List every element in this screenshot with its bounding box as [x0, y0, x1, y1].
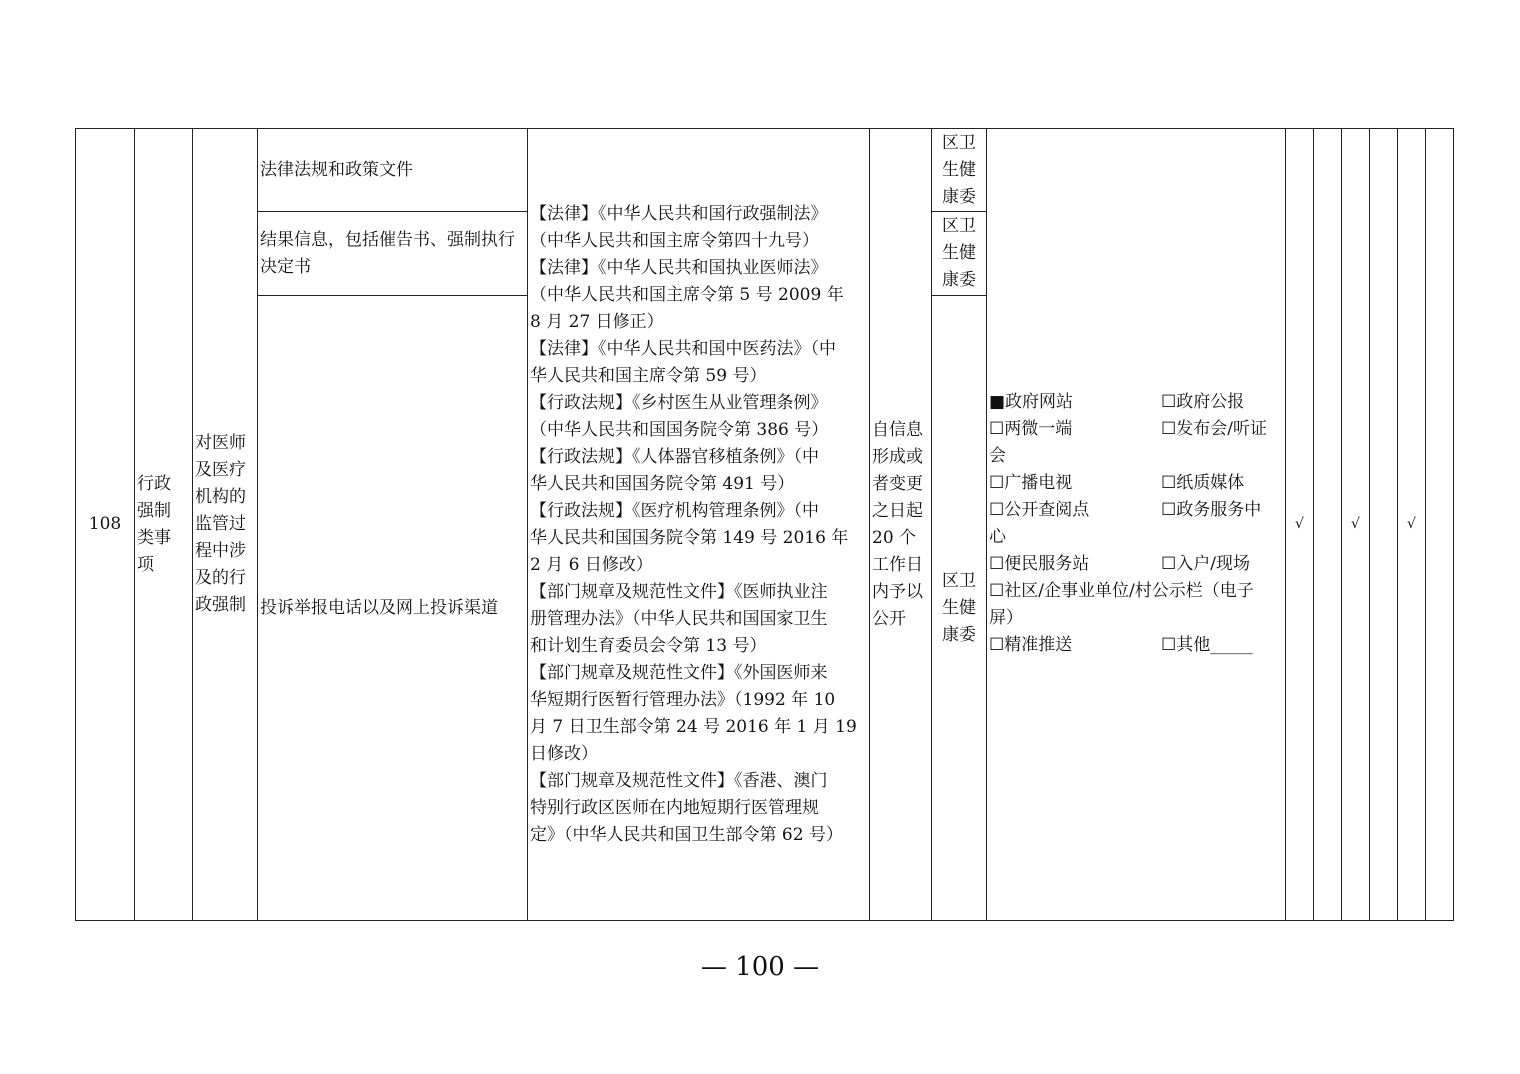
- basis-line: 【行政法规】《乡村医生从业管理条例》: [530, 392, 828, 413]
- legal-basis: [528, 129, 870, 921]
- channel-row: [989, 497, 1285, 524]
- disclosure-category: 投诉举报电话以及网上投诉渠道: [258, 296, 528, 921]
- channel-wechat-weibo: ☐两微一端: [989, 419, 1073, 439]
- channel-row: [989, 416, 1285, 443]
- disclosure-table: [75, 128, 1454, 921]
- channel-empty: [1161, 443, 1285, 470]
- check-cell: √: [1398, 129, 1426, 921]
- channel-row: [989, 389, 1285, 416]
- channel-other: ☐其他_____: [1161, 635, 1253, 655]
- basis-line: 华人民共和国国务院令第 149 号 2016 年: [530, 527, 849, 548]
- channel-service-station: ☐便民服务站: [989, 554, 1090, 574]
- basis-line: 【法律】《中华人民共和国中医药法》（中: [530, 338, 836, 359]
- basis-line: 2 月 6 日修改）: [530, 554, 653, 575]
- basis-line: （中华人民共和国国务院令第 386 号）: [530, 419, 829, 440]
- disclosure-category: 法律法规和政策文件: [258, 129, 528, 212]
- check-cell: √: [1286, 129, 1314, 921]
- channel-print-media: ☐纸质媒体: [1161, 473, 1245, 493]
- check-cell: √: [1342, 129, 1370, 921]
- check-cell: [1370, 129, 1398, 921]
- channel-wrap: 心: [989, 527, 1006, 547]
- channel-broadcast-tv: ☐广播电视: [989, 473, 1073, 493]
- row-number: 108: [76, 129, 135, 921]
- matter-item: 对医师 及医疗 机构的 监管过 程中涉 及的行 政强制: [193, 129, 258, 921]
- basis-line: 华人民共和国主席令第 59 号）: [530, 365, 767, 386]
- basis-line: 【法律】《中华人民共和国执业医师法》: [530, 257, 828, 278]
- basis-line: 【部门规章及规范性文件】《医师执业注: [530, 581, 828, 602]
- channel-public-reading-point: ☐公开查阅点: [989, 500, 1090, 520]
- basis-line: （中华人民共和国主席令第 5 号 2009 年: [530, 284, 844, 305]
- page-number: — 100 —: [700, 952, 820, 982]
- disclosure-channels: [987, 129, 1286, 921]
- basis-line: 月 7 日卫生部令第 24 号 2016 年 1 月 19: [530, 716, 857, 737]
- channel-row: [989, 632, 1285, 659]
- basis-line: 【法律】《中华人民共和国行政强制法》: [530, 203, 828, 224]
- department: 区卫 生健 康委: [932, 296, 987, 921]
- basis-line: 【行政法规】《医疗机构管理条例》（中: [530, 500, 819, 521]
- basis-line: 【部门规章及规范性文件】《香港、澳门: [530, 770, 828, 791]
- basis-line: 特别行政区医师在内地短期行医管理规: [530, 797, 819, 818]
- basis-line: 日修改）: [530, 743, 598, 764]
- basis-line: 定》（中华人民共和国卫生部令第 62 号）: [530, 824, 843, 845]
- check-cell: [1314, 129, 1342, 921]
- channel-row: [989, 605, 1285, 632]
- basis-line: 华人民共和国国务院令第 491 号）: [530, 473, 795, 494]
- channel-row: [989, 578, 1285, 605]
- disclosure-category: 结果信息，包括催告书、强制执行决定书: [258, 212, 528, 296]
- channel-row: [989, 524, 1285, 551]
- channel-list: [989, 389, 1285, 659]
- channel-door-to-door: ☐入户/现场: [1161, 554, 1250, 574]
- channel-empty: [1161, 524, 1285, 551]
- channel-service-center: ☐政务服务中: [1161, 500, 1262, 520]
- table-row: [76, 129, 1454, 212]
- channel-row: [989, 443, 1285, 470]
- channel-gov-website: ■政府网站: [989, 392, 1074, 412]
- department: 区卫 生健 康委: [932, 129, 987, 212]
- matter-type: 行政 强制 类事 项: [135, 129, 193, 921]
- channel-targeted-push: ☐精准推送: [989, 635, 1073, 655]
- channel-row: [989, 551, 1285, 578]
- channel-bulletin-board: ☐社区/企事业单位/村公示栏（电子: [989, 581, 1254, 601]
- channel-press-hearing: ☐发布会/听证: [1161, 419, 1267, 439]
- department: 区卫 生健 康委: [932, 212, 987, 296]
- basis-line: 【行政法规】《人体器官移植条例》（中: [530, 446, 819, 467]
- basis-line: （中华人民共和国主席令第四十九号）: [530, 230, 819, 251]
- basis-line: 册管理办法》（中华人民共和国国家卫生: [530, 608, 828, 629]
- basis-line: 【部门规章及规范性文件】《外国医师来: [530, 662, 828, 683]
- channel-wrap: 会: [989, 446, 1006, 466]
- time-limit: 自信息 形成或 者变更 之日起 20 个 工作日 内予以 公开: [870, 129, 932, 921]
- basis-line: 和计划生育委员会令第 13 号）: [530, 635, 767, 656]
- check-cell: [1426, 129, 1454, 921]
- basis-line: 华短期行医暂行管理办法》（1992 年 10: [530, 689, 836, 710]
- basis-line: 8 月 27 日修正）: [530, 311, 664, 332]
- channel-wrap: 屏）: [989, 608, 1023, 628]
- channel-gov-gazette: ☐政府公报: [1161, 392, 1245, 412]
- channel-row: [989, 470, 1285, 497]
